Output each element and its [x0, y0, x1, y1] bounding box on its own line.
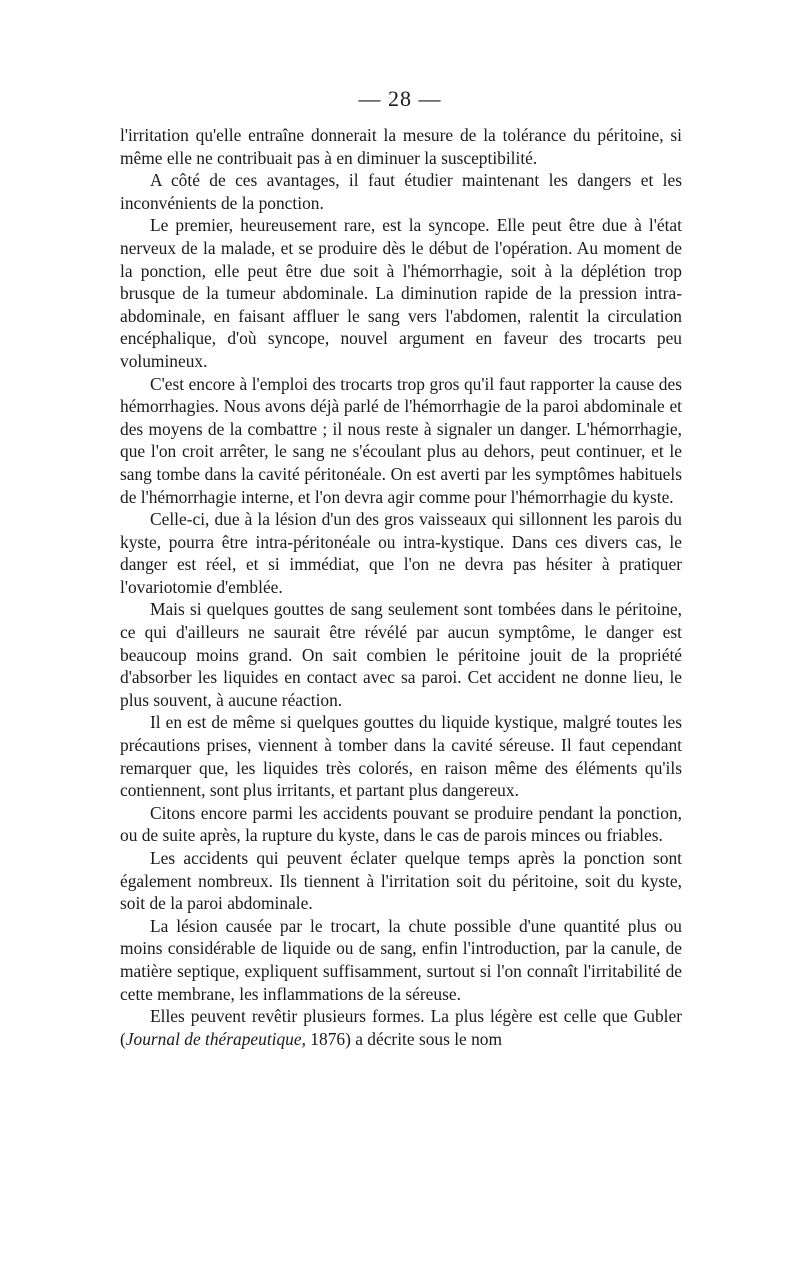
paragraph-2: A côté de ces avantages, il faut étudier maintenant les dangers et les inconvénients de la ponction.	[120, 170, 682, 213]
paragraph-10: La lésion causée par le trocart, la chute possible d'une quantité plus ou moins considérable de liquide ou de sang, enfin l'introduction, par la canule, de matière septique, expliquent suffisamment, surtout si l'on connaît l'irritabilité de cette membrane, les inflammations de la séreuse.	[120, 915, 682, 1004]
paragraph-8: Citons encore parmi les accidents pouvant se produire pendant la ponction, ou de suite après, la rupture du kyste, dans le cas de parois minces ou friables.	[120, 802, 682, 846]
page-number: — 28 —	[358, 86, 442, 111]
paragraph-3: Le premier, heureusement rare, est la syncope. Elle peut être due à l'état nerveux de la malade, et se produire dès le début de l'opération. Au moment de la ponction, elle peut être due soit à l'hémorrhagie, soit à la déplétion trop brusque de la tumeur abdominale. La diminution rapide de la pression intra-abdominale, en faisant affluer le sang vers l'abdomen, ralentit la circulation encéphalique, d'où syncope, nouvel argument en faveur des trocarts peu volumineux.	[120, 215, 682, 371]
paragraph-5: Celle-ci, due à la lésion d'un des gros vaisseaux qui sillonnent les parois du kyste, pourra être intra-péritonéale ou intra-kystique. Dans ces divers cas, le danger est réel, et si immédiat, que l'on ne devra pas hésiter à pratiquer l'ovariotomie d'emblée.	[120, 509, 682, 597]
journal-citation: Journal de thérapeutique	[125, 1028, 302, 1049]
paragraph-6: Mais si quelques gouttes de sang seulement sont tombées dans le péritoine, ce qui d'ailleurs ne saurait être révélé par aucun symptôme, le danger est beaucoup moins grand. On sait combien le péritoine jouit de la propriété d'absorber les liquides en contact avec sa paroi. Cet accident ne donne lieu, le plus souvent, à aucune réaction.	[120, 599, 682, 710]
paragraph-9: Les accidents qui peuvent éclater quelque temps après la ponction sont également nombreux. Ils tiennent à l'irritation soit du péritoine, soit du kyste, soit de la paroi abdominale.	[120, 848, 682, 914]
paragraph-4: C'est encore à l'emploi des trocarts trop gros qu'il faut rapporter la cause des hémorrhagies. Nous avons déjà parlé de l'hémorrhagie de la paroi abdominale et des moyens de la combattre ; il nous reste à signaler un danger. L'hémorrhagie, que l'on croit arrêter, le sang ne s'écoulant plus au dehors, peut continuer, et le sang tombe dans la cavité péritonéale. On est averti par les symptômes habituels de l'hémorrhagie interne, et l'on devra agir comme pour l'hémorrhagie du kyste.	[120, 373, 682, 507]
body-text	[120, 124, 682, 1050]
paragraph-11-text-before: Elles peuvent revêtir plusieurs formes. La plus légère est celle que Gubler (	[120, 1006, 682, 1049]
paragraph-11	[120, 1005, 682, 1050]
paragraph-1: l'irritation qu'elle entraîne donnerait la mesure de la tolérance du péritoine, si même elle ne contribuait pas à en diminuer la susceptibilité.	[120, 125, 682, 168]
paragraph-7: Il en est de même si quelques gouttes du liquide kystique, malgré toutes les précautions prises, viennent à tomber dans la cavité séreuse. Il faut cependant remarquer que, les liquides très colorés, en raison même des éléments qu'ils contiennent, sont plus irritants, et partant plus dangereux.	[120, 712, 682, 801]
paragraph-11-text-after: , 1876) a décrite sous le nom	[301, 1028, 503, 1049]
